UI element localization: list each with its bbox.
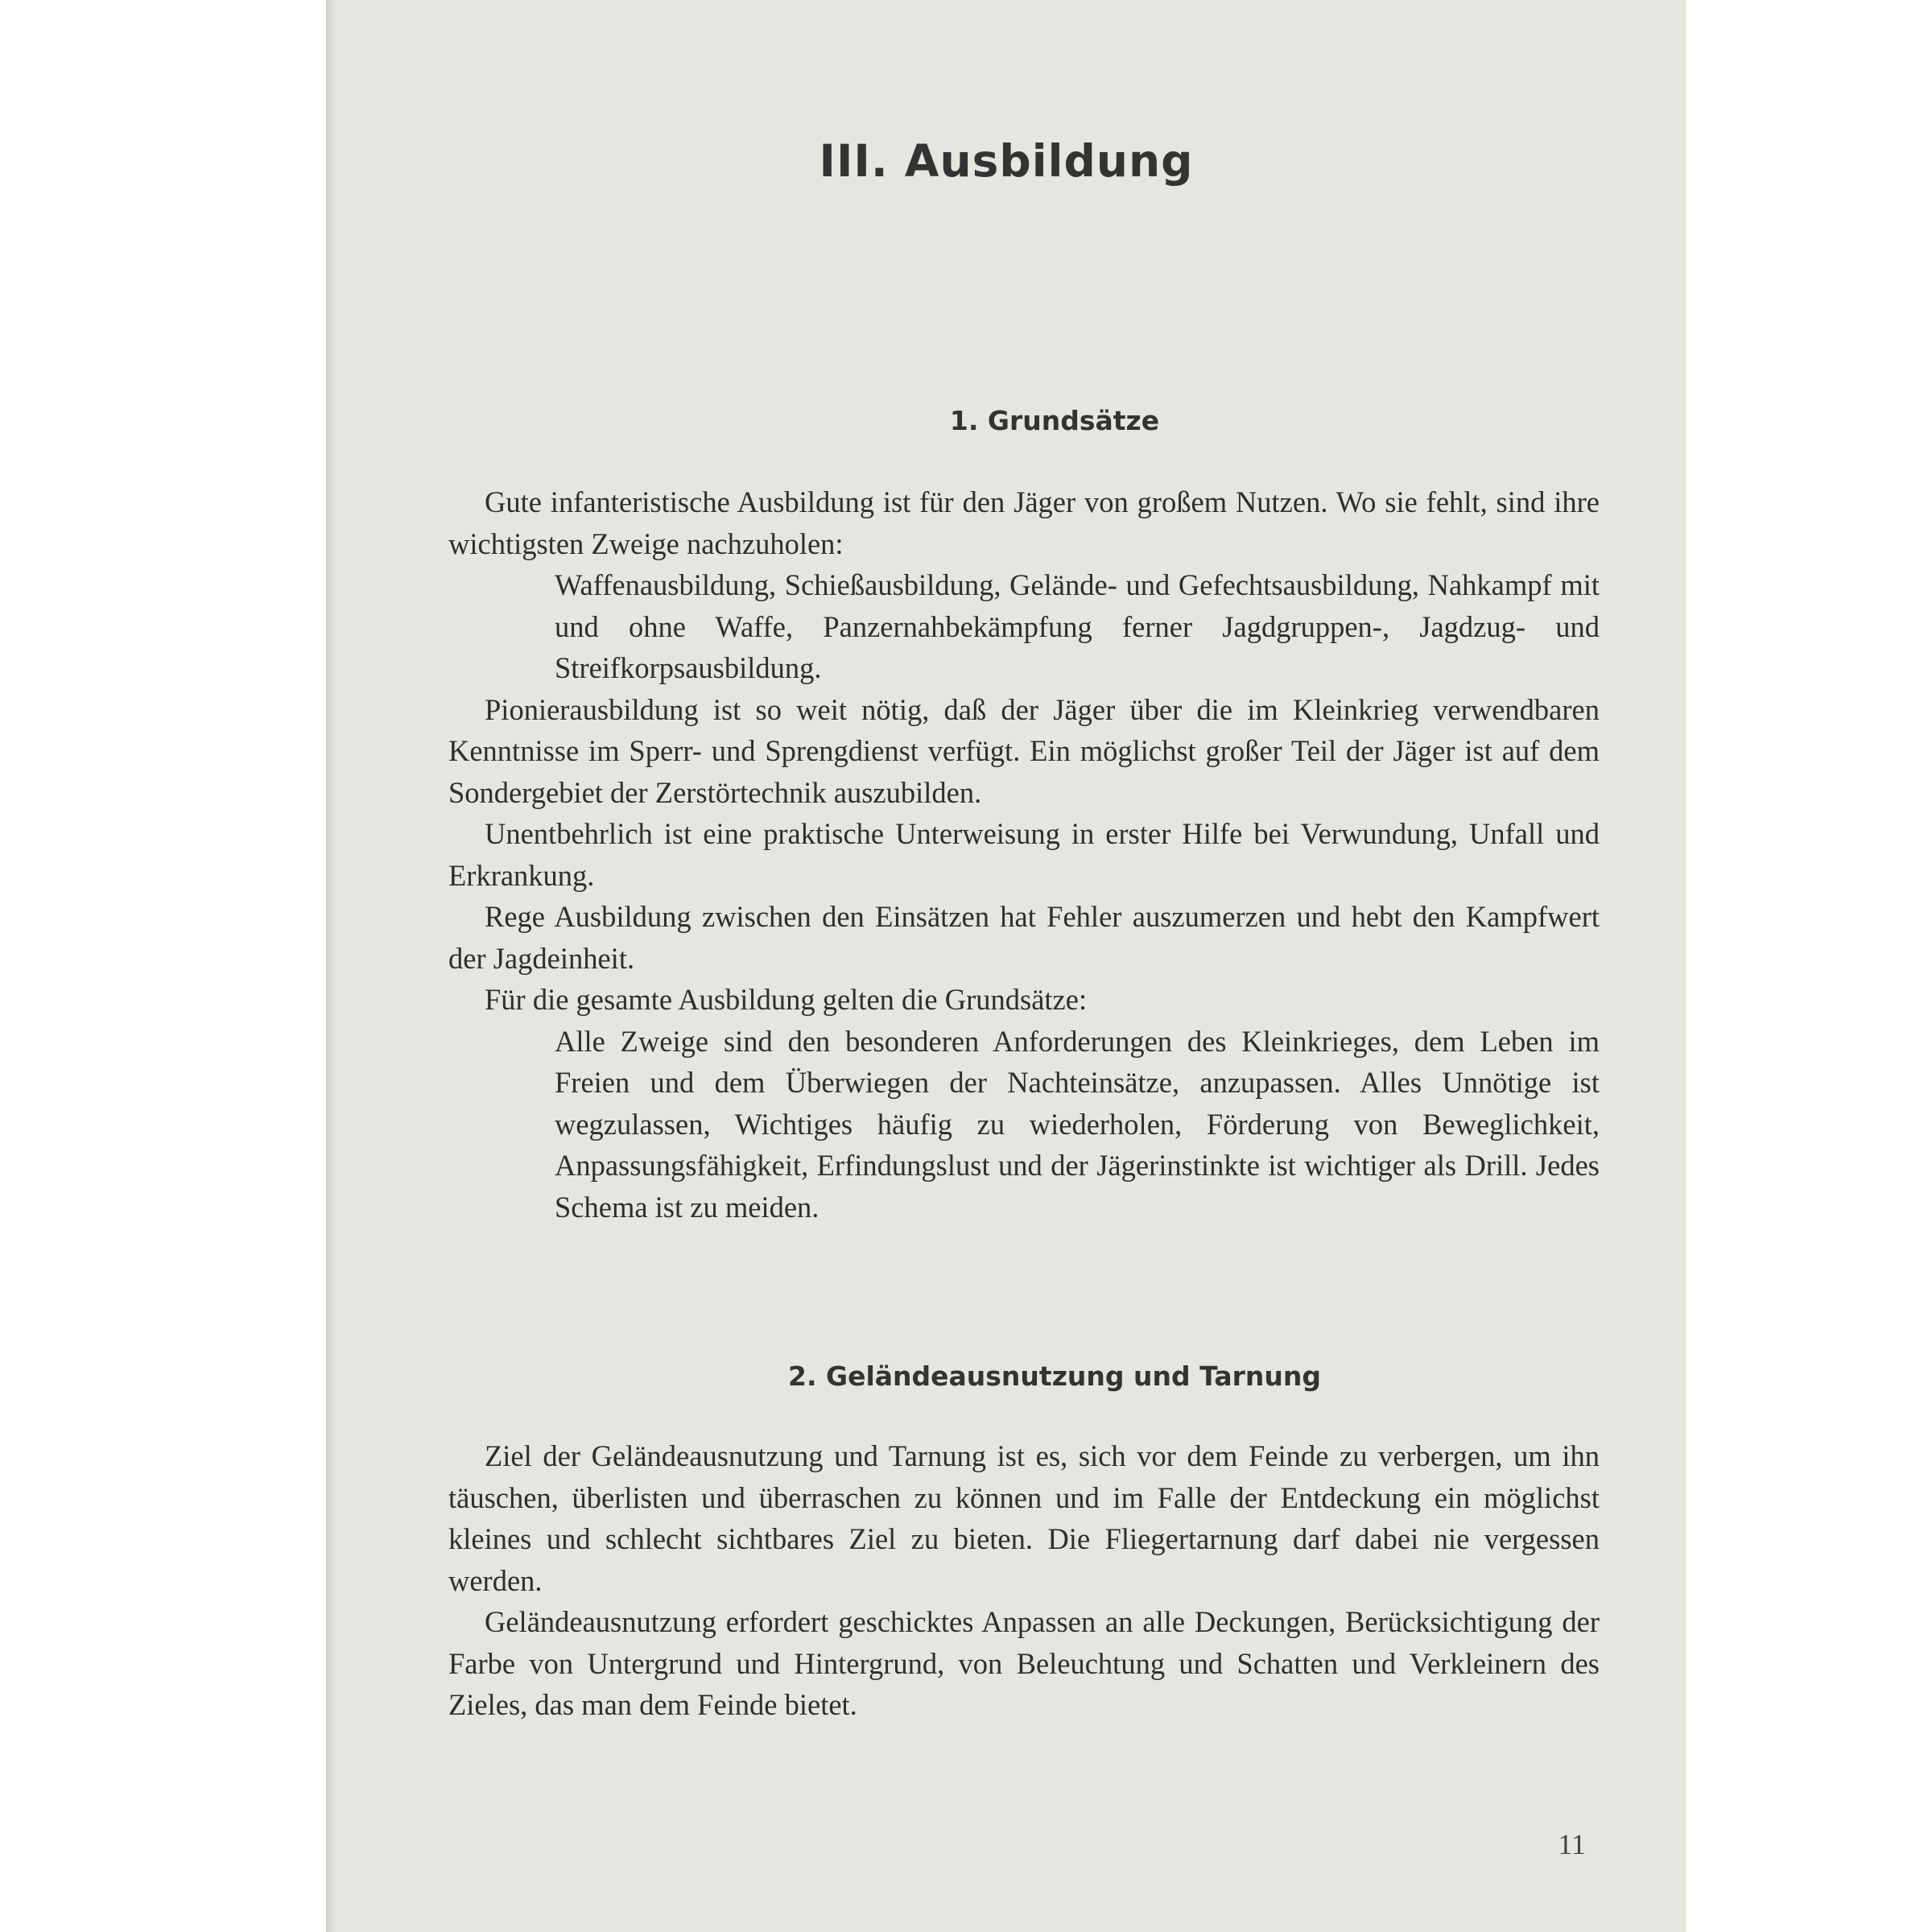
indented-list-paragraph: Waffenausbildung, Schießausbildung, Gelände- und Gefechtsausbildung, Nahkampf mit und ohne Waffe, Panzernahbekämpfung ferner Jagdgruppen-, Jagdzug- und Streifkorpsausbildung. [555, 568, 1600, 684]
section-body-grundsaetze [448, 481, 1600, 1228]
paragraph: Rege Ausbildung zwischen den Einsätzen hat Fehler auszumerzen und hebt den Kampfwert der Jagdeinheit. [448, 900, 1600, 975]
chapter-title: III. Ausbildung [819, 135, 1194, 187]
page-edge-shadow [326, 0, 336, 1932]
section-title-gelaendeausnutzung: 2. Geländeausnutzung und Tarnung [788, 1360, 1321, 1392]
paragraph: Pionierausbildung ist so weit nötig, daß der Jäger über die im Kleinkrieg verwendbaren Kenntnisse im Sperr- und Sprengdienst verfügt. Ein möglichst großer Teil der Jäger ist auf dem Sondergebiet der Zerstörtechnik auszubilden. [448, 692, 1600, 809]
page-number: 11 [1558, 1828, 1586, 1860]
paragraph: Ziel der Geländeausnutzung und Tarnung ist es, sich vor dem Feinde zu verbergen, um ihn täuschen, überlisten und überraschen zu können und im Falle der Entdeckung ein möglichst kleines und schlecht sichtbares Ziel zu bieten. Die Fliegertarnung darf dabei nie vergessen werden. [448, 1439, 1600, 1597]
section-body-gelaendeausnutzung [448, 1435, 1600, 1726]
paragraph: Für die gesamte Ausbildung gelten die Grundsätze: [485, 983, 1088, 1016]
section-title-grundsaetze: 1. Grundsätze [949, 405, 1160, 436]
book-page [326, 0, 1686, 1932]
paragraph: Gute infanteristische Ausbildung ist für den Jäger von großem Nutzen. Wo sie fehlt, sind ihre wichtigsten Zweige nachzuholen: [448, 485, 1600, 560]
paragraph: Unentbehrlich ist eine praktische Unterweisung in erster Hilfe bei Verwundung, Unfall und Erkrankung. [448, 817, 1600, 892]
paragraph: Geländeausnutzung erfordert geschicktes Anpassen an alle Deckungen, Berücksichtigung der Farbe von Untergrund und Hintergrund, von Beleuchtung und Schatten und Verkleinern des Zieles, das man dem Feinde bietet. [448, 1605, 1600, 1721]
indented-principles-paragraph: Alle Zweige sind den besonderen Anforderungen des Kleinkrieges, dem Leben im Freien und dem Überwiegen der Nachteinsätze, anzupassen. Alles Unnötige ist wegzulassen, Wichtiges häufig zu wiederholen, Förderung von Beweglichkeit, Anpassungsfähigkeit, Erfindungslust und der Jägerinstinkte ist wichtiger als Drill. Jedes Schema ist zu meiden. [555, 1024, 1600, 1224]
